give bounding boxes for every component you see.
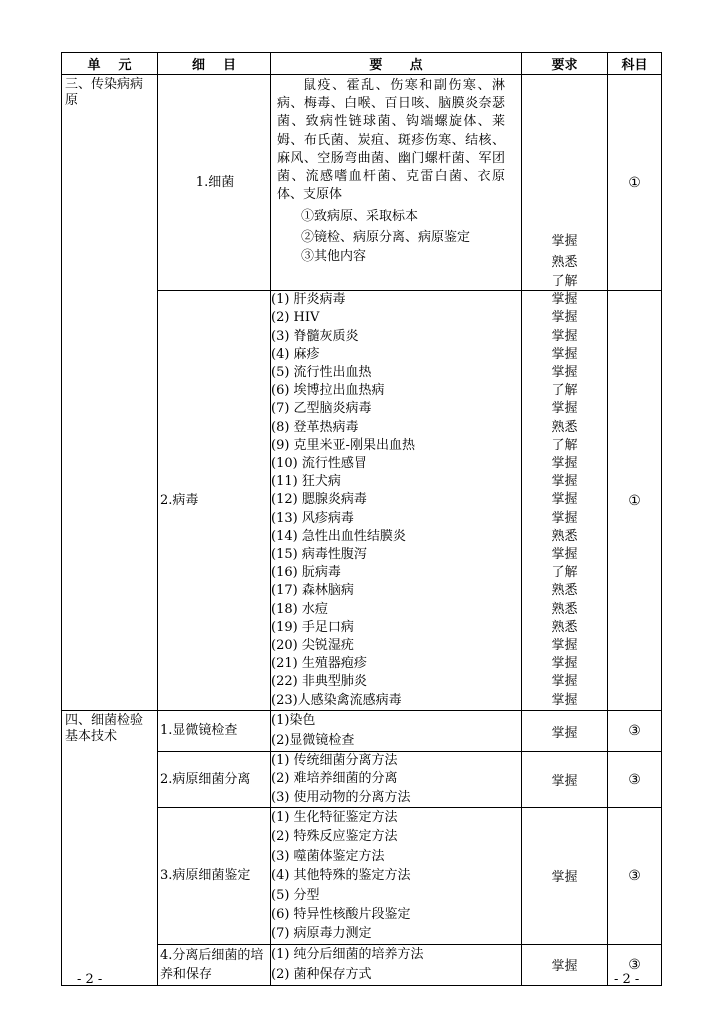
virus-point: (18) 水痘 [271, 601, 328, 617]
virus-point: (22) 非典型肺炎 [271, 674, 367, 690]
item-cell-bacteria: 1.细菌 [158, 75, 271, 291]
virus-point: (19) 手足口病 [271, 619, 354, 635]
header-item: 细 目 [158, 53, 271, 75]
virus-point: (15) 病毒性腹泻 [271, 547, 367, 562]
table-row-microscopy [62, 711, 662, 752]
subject-cell-bacteria: ① [608, 75, 662, 291]
requirement-value: 掌握 [551, 547, 578, 562]
requirement-value: 掌握 [551, 638, 578, 654]
virus-point: (10) 流行性感冒 [271, 455, 367, 471]
virus-point: (5) 流行性出血热 [271, 364, 372, 380]
requirement-value: 熟悉 [551, 583, 578, 599]
requirement-value: 掌握 [551, 292, 578, 308]
requirement-value: 掌握 [551, 674, 578, 690]
item-cell-culture: 4.分离后细菌的培养和保存 [158, 944, 271, 985]
virus-point: (14) 急性出血性结膜炎 [271, 528, 406, 544]
requirement-value: 熟悉 [551, 255, 578, 270]
bacteria-list-paragraph: 鼠疫、霍乱、伤寒和副伤寒、淋病、梅毒、白喉、百日咳、脑膜炎奈瑟菌、致病性链球菌、钩端螺旋体、莱姆、布氏菌、炭疽、斑疹伤寒、结核、麻风、空肠弯曲菌、幽门螺杆菌、军团菌、流感嗜血杆菌、克雷白菌、衣原体、支原体 [277, 78, 505, 203]
virus-point: (8) 登革热病毒 [271, 419, 359, 435]
requirement-value: 掌握 [551, 310, 578, 326]
technique-point: (2)显微镜检查 [271, 733, 355, 748]
virus-point: (21) 生殖器疱疹 [271, 656, 367, 672]
header-unit: 单 元 [62, 53, 158, 75]
req-cell-virus [522, 291, 608, 711]
virus-point: (2) HIV [271, 310, 320, 326]
point-line: ②镜检、病原分离、病原鉴定 [301, 230, 471, 246]
technique-point: (2) 特殊反应鉴定方法 [271, 829, 398, 845]
requirement-value: 掌握 [551, 234, 578, 249]
virus-point: (20) 尖锐湿疣 [271, 638, 354, 654]
requirement-value: 熟悉 [551, 419, 578, 435]
requirement-value: 掌握 [551, 346, 578, 362]
virus-point: (12) 腮腺炎病毒 [271, 492, 367, 508]
technique-point: (2) 难培养细菌的分离 [271, 771, 398, 787]
technique-point: (1)染色 [271, 713, 316, 728]
table-header-row [62, 53, 662, 75]
points-cell-bacteria [271, 75, 522, 291]
requirement-value: 掌握 [551, 474, 578, 490]
requirement-value: 掌握 [551, 692, 578, 708]
requirement-value: 掌握 [551, 492, 578, 508]
requirement-value: 掌握 [551, 401, 578, 417]
subject-cell-culture: ③ [608, 944, 662, 985]
item-cell-microscopy: 1.显微镜检查 [158, 711, 271, 752]
requirement-value: 掌握 [551, 328, 578, 344]
virus-point: (13) 风疹病毒 [271, 510, 354, 526]
header-requirement: 要求 [522, 53, 608, 75]
requirement-value: 了解 [551, 274, 578, 289]
requirement-value: 熟悉 [551, 619, 578, 635]
virus-point: (4) 麻疹 [271, 346, 320, 362]
requirement-value: 掌握 [551, 510, 578, 526]
technique-point: (2) 菌种保存方式 [271, 966, 372, 982]
subject-cell-microscopy: ③ [608, 711, 662, 752]
virus-point: (6) 埃博拉出血热病 [271, 383, 385, 399]
virus-point: (17) 森林脑病 [271, 583, 354, 599]
req-cell-microscopy: 掌握 [522, 711, 608, 752]
item-cell-identification: 3.病原细菌鉴定 [158, 808, 271, 945]
requirement-value: 了解 [551, 565, 578, 581]
virus-point: (1) 肝炎病毒 [271, 292, 346, 308]
unit-cell-techniques: 四、细菌检验基本技术 [62, 711, 158, 986]
virus-point: (7) 乙型脑炎病毒 [271, 401, 372, 417]
points-cell-culture [271, 944, 522, 985]
syllabus-table [61, 52, 662, 986]
technique-point: (3) 噬菌体鉴定方法 [271, 848, 385, 864]
req-cell-isolation: 掌握 [522, 752, 608, 808]
requirement-value: 掌握 [551, 656, 578, 672]
requirement-value: 了解 [551, 437, 578, 453]
technique-point: (1) 传统细菌分离方法 [271, 753, 398, 769]
unit-cell-pathogens: 三、传染病病原 [62, 75, 158, 711]
technique-point: (4) 其他特殊的鉴定方法 [271, 868, 411, 884]
header-points: 要 点 [271, 53, 522, 75]
page-number-left: - 2 - [77, 972, 103, 987]
technique-point: (7) 病原毒力测定 [271, 926, 372, 942]
points-cell-virus [271, 291, 522, 711]
req-cell-identification: 掌握 [522, 808, 608, 945]
technique-point: (6) 特异性核酸片段鉴定 [271, 907, 411, 923]
subject-cell-isolation: ③ [608, 752, 662, 808]
virus-point: (16) 朊病毒 [271, 565, 341, 581]
requirement-value: 了解 [551, 383, 578, 399]
requirement-value: 熟悉 [551, 528, 578, 544]
subject-cell-virus: ① [608, 291, 662, 711]
req-cell-culture: 掌握 [522, 944, 608, 985]
point-line: ①致病原、采取标本 [301, 209, 419, 225]
points-cell-isolation [271, 752, 522, 808]
requirement-value: 掌握 [551, 455, 578, 471]
virus-point: (23)人感染禽流感病毒 [271, 692, 402, 708]
technique-point: (1) 生化特征鉴定方法 [271, 810, 398, 825]
points-cell-microscopy [271, 711, 522, 752]
page-number-right: - 2 - [614, 972, 640, 987]
point-line: ③其他内容 [301, 249, 367, 265]
virus-point: (9) 克里米亚-刚果出血热 [271, 437, 415, 453]
technique-point: (5) 分型 [271, 887, 320, 903]
requirement-value: 熟悉 [551, 601, 578, 617]
header-subject: 科目 [608, 53, 662, 75]
table-row-bacteria [62, 75, 662, 291]
points-cell-identification [271, 808, 522, 945]
item-cell-virus: 2.病毒 [158, 291, 271, 711]
technique-point: (1) 纯分后细菌的培养方法 [271, 946, 424, 962]
requirement-value: 掌握 [551, 364, 578, 380]
technique-point: (3) 使用动物的分离方法 [271, 789, 411, 805]
virus-point: (3) 脊髓灰质炎 [271, 328, 359, 344]
subject-cell-identification: ③ [608, 808, 662, 945]
virus-point: (11) 狂犬病 [271, 474, 341, 490]
item-cell-isolation: 2.病原细菌分离 [158, 752, 271, 808]
req-cell-bacteria [522, 75, 608, 291]
